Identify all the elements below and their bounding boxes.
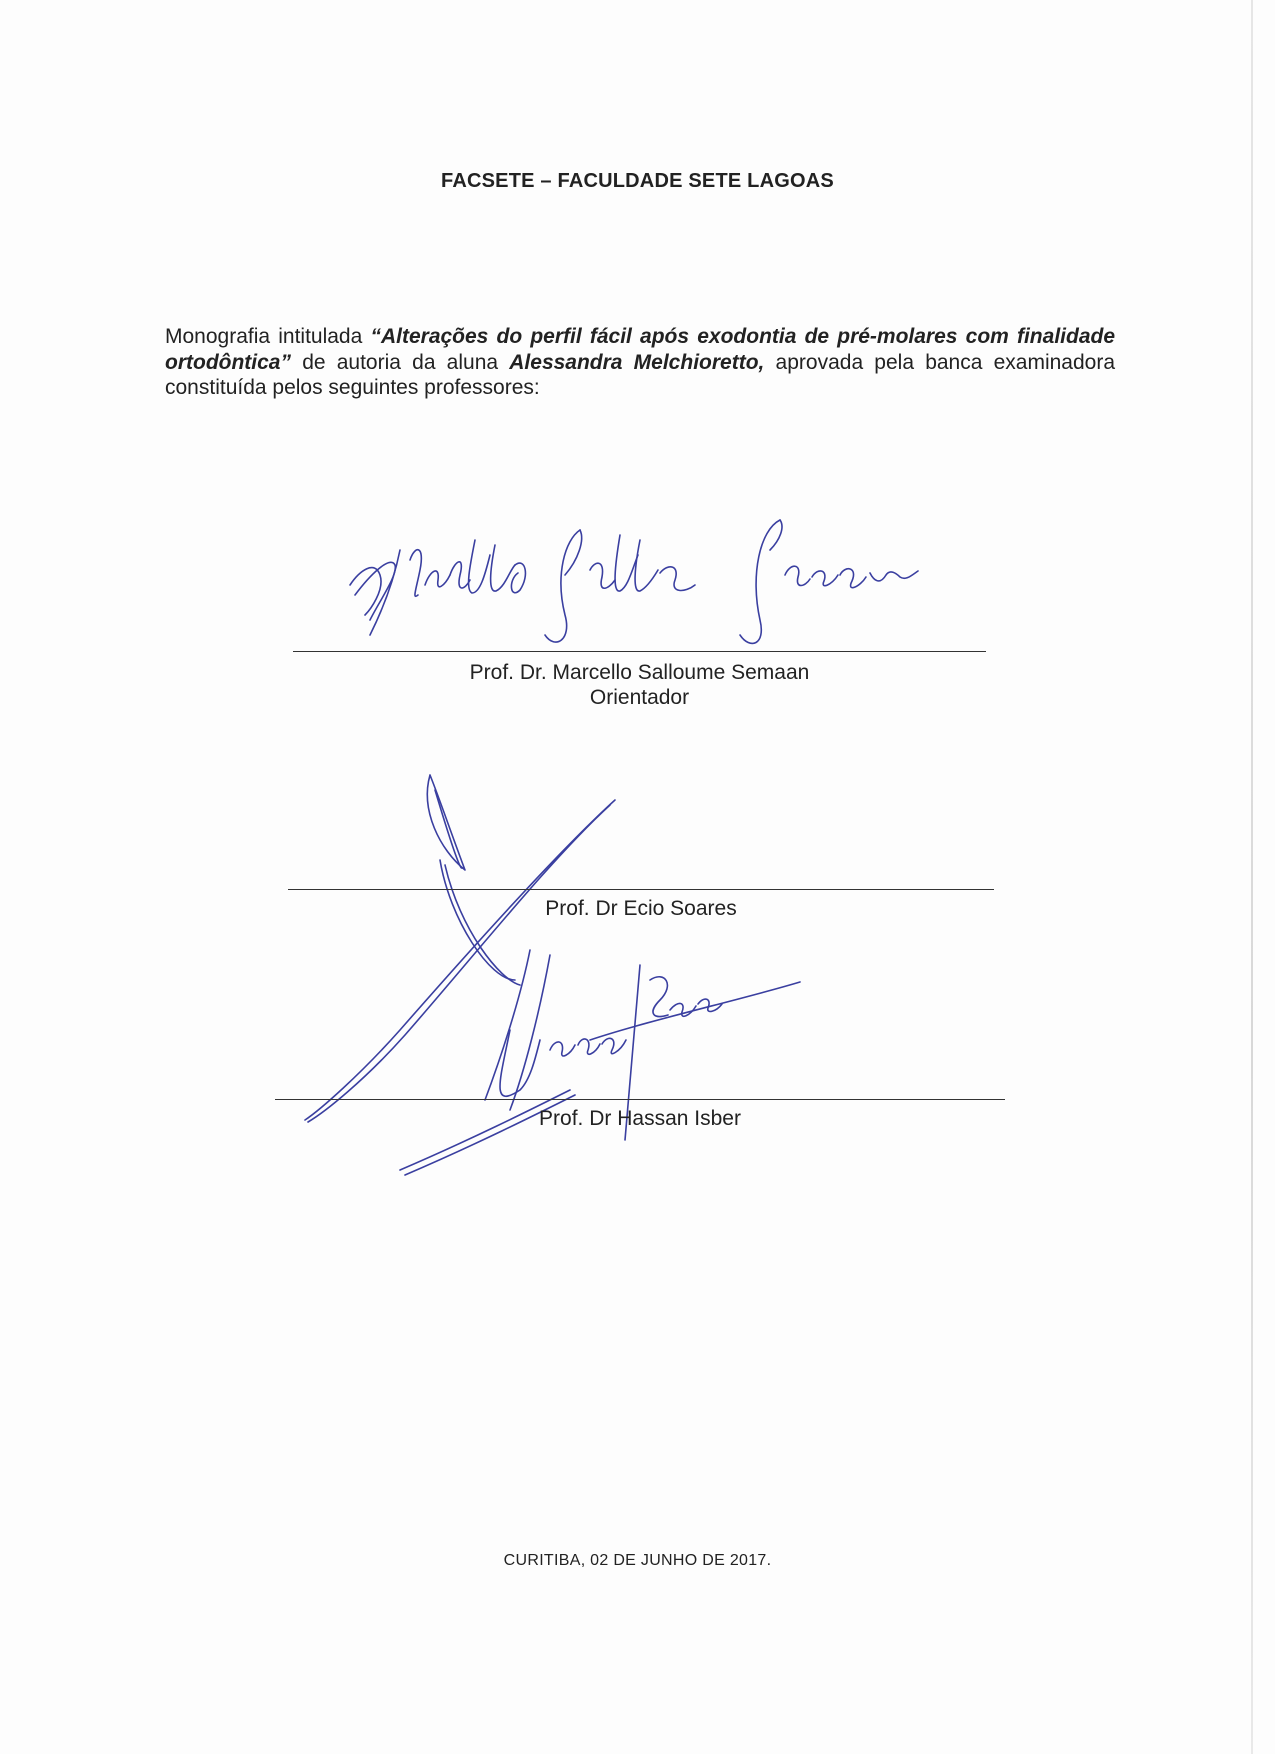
- intro-text-2: de autoria da aluna: [291, 350, 510, 374]
- place-and-date: CURITIBA, 02 DE JUNHO DE 2017.: [503, 1552, 772, 1569]
- intro-text-3: aprovada pela banca examinadora constituída pelos seguintes professores:: [165, 350, 1116, 400]
- signature-line-2: [288, 889, 994, 890]
- signature-hassan-icon: [390, 940, 810, 1180]
- institution-header: FACSETE – FACULDADE SETE LAGOAS: [441, 170, 834, 192]
- scan-page-edge: [1251, 0, 1253, 1754]
- signature-marcello-icon: [340, 515, 960, 655]
- signatory-3-name: Prof. Dr Hassan Isber: [539, 1107, 741, 1130]
- signature-line-3: [275, 1099, 1005, 1100]
- approval-statement: [165, 324, 1115, 401]
- signatory-1-name: Prof. Dr. Marcello Salloume Semaan: [469, 661, 810, 684]
- monograph-title: “Alterações do perfil fácil após exodontia de pré-molares com finalidade ortodôntica”: [165, 325, 1115, 374]
- author-name: Alessandra Melchioretto,: [509, 350, 765, 374]
- signatory-1-role: Orientador: [589, 686, 690, 709]
- signature-line-1: [293, 651, 986, 652]
- signatory-2-name: Prof. Dr Ecio Soares: [545, 897, 737, 920]
- intro-text-1: Monografia intitulada: [165, 325, 371, 348]
